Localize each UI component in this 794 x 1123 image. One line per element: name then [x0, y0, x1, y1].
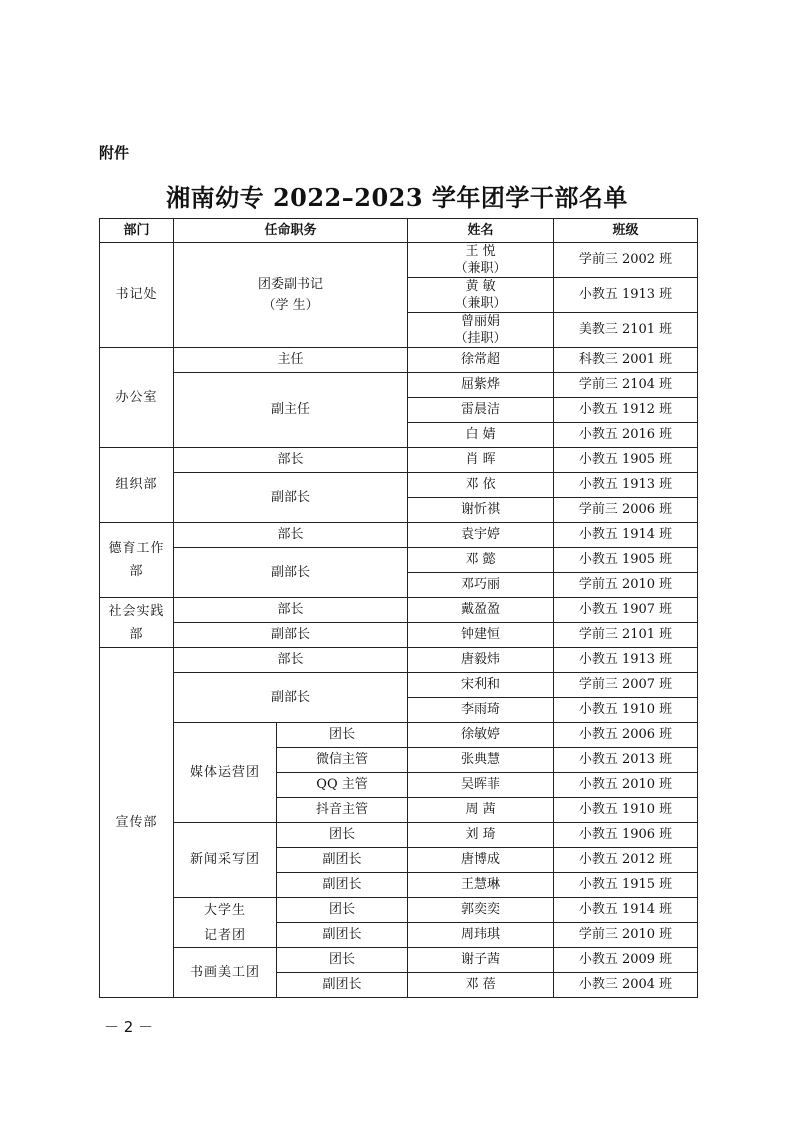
name-cell: 戴盈盈	[408, 598, 554, 623]
dept-line: 社会实践	[108, 603, 165, 619]
name-cell: 袁宇婷	[408, 523, 554, 548]
table-row	[100, 673, 698, 698]
table-row	[100, 648, 698, 673]
class-cell: 小教五 1913 班	[554, 278, 698, 313]
table-row	[100, 948, 698, 973]
dept-line: 德育工作	[108, 541, 165, 556]
name-cell: 谢子茜	[408, 948, 554, 973]
cadre-roster-table	[99, 218, 698, 998]
position-line: （学 生）	[262, 298, 319, 313]
position-cell: 副部长	[174, 548, 408, 598]
name-cell: 唐毅炜	[408, 648, 554, 673]
group-line: 大学生	[203, 902, 246, 918]
position-cell: 副部长	[174, 473, 408, 523]
role-cell: 团长	[277, 898, 408, 923]
position-cell	[174, 243, 408, 348]
group-cell	[174, 898, 277, 948]
class-cell: 学前三 2006 班	[554, 498, 698, 523]
name-note: （挂职）	[454, 331, 507, 346]
name-cell: 谢忻祺	[408, 498, 554, 523]
class-cell: 小教五 1907 班	[554, 598, 698, 623]
role-cell: QQ 主管	[277, 773, 408, 798]
class-cell: 小教五 1912 班	[554, 398, 698, 423]
class-cell: 学前三 2101 班	[554, 623, 698, 648]
name-cell: 周玮琪	[408, 923, 554, 948]
name-text: 王 悦	[465, 244, 496, 259]
position-cell: 部长	[174, 598, 408, 623]
name-cell: 刘 琦	[408, 823, 554, 848]
table-row	[100, 373, 698, 398]
class-cell: 小教五 2012 班	[554, 848, 698, 873]
class-cell: 学前三 2104 班	[554, 373, 698, 398]
name-cell	[408, 243, 554, 278]
position-cell: 副主任	[174, 373, 408, 448]
name-cell: 李雨琦	[408, 698, 554, 723]
role-cell: 团长	[277, 948, 408, 973]
table-row	[100, 243, 698, 278]
name-cell: 白 婧	[408, 423, 554, 448]
role-cell: 副团长	[277, 923, 408, 948]
role-cell: 副团长	[277, 873, 408, 898]
class-cell: 小教五 1913 班	[554, 473, 698, 498]
position-cell: 副部长	[174, 673, 408, 723]
table-row	[100, 348, 698, 373]
dept-cell: 组织部	[100, 448, 174, 523]
group-cell: 新闻采写团	[174, 823, 277, 898]
table-header-row	[100, 219, 698, 243]
table-row	[100, 723, 698, 748]
class-cell: 小教五 2009 班	[554, 948, 698, 973]
attachment-label: 附件	[99, 144, 130, 162]
position-cell: 部长	[174, 448, 408, 473]
table-row	[100, 598, 698, 623]
dept-cell: 办公室	[100, 348, 174, 448]
class-cell: 学前三 2007 班	[554, 673, 698, 698]
table-row	[100, 448, 698, 473]
role-cell: 团长	[277, 723, 408, 748]
group-line: 记者团	[203, 927, 246, 943]
name-cell: 邓 懿	[408, 548, 554, 573]
class-cell: 小教五 2006 班	[554, 723, 698, 748]
name-cell: 唐博成	[408, 848, 554, 873]
name-cell: 邓巧丽	[408, 573, 554, 598]
class-cell: 小教五 2013 班	[554, 748, 698, 773]
role-cell: 抖音主管	[277, 798, 408, 823]
position-line: 团委副书记	[258, 277, 324, 292]
name-cell	[408, 313, 554, 348]
dept-cell	[100, 598, 174, 648]
class-cell: 小教三 2004 班	[554, 973, 698, 998]
name-note: （兼职）	[454, 261, 507, 276]
dept-cell	[100, 523, 174, 598]
dept-line: 部	[129, 564, 144, 579]
class-cell: 学前五 2010 班	[554, 573, 698, 598]
name-text: 曾丽娟	[461, 314, 501, 329]
role-cell: 团长	[277, 823, 408, 848]
header-class: 班级	[554, 219, 698, 243]
class-cell: 小教五 2010 班	[554, 773, 698, 798]
name-cell	[408, 278, 554, 313]
name-cell: 雷晨洁	[408, 398, 554, 423]
table-row	[100, 898, 698, 923]
role-cell: 副团长	[277, 973, 408, 998]
position-cell: 副部长	[174, 623, 408, 648]
class-cell: 小教五 1905 班	[554, 448, 698, 473]
class-cell: 小教五 1914 班	[554, 898, 698, 923]
name-cell: 张典慧	[408, 748, 554, 773]
class-cell: 学前三 2002 班	[554, 243, 698, 278]
header-dept: 部门	[100, 219, 174, 243]
class-cell: 小教五 1910 班	[554, 698, 698, 723]
position-cell: 部长	[174, 523, 408, 548]
name-cell: 徐常超	[408, 348, 554, 373]
name-cell: 王慧琳	[408, 873, 554, 898]
class-cell: 小教五 1914 班	[554, 523, 698, 548]
name-cell: 肖 晖	[408, 448, 554, 473]
class-cell: 小教五 1905 班	[554, 548, 698, 573]
class-cell: 小教五 2016 班	[554, 423, 698, 448]
dept-cell: 宣传部	[100, 648, 174, 998]
name-cell: 吴晖菲	[408, 773, 554, 798]
table-row	[100, 548, 698, 573]
class-cell: 小教五 1915 班	[554, 873, 698, 898]
name-cell: 钟建恒	[408, 623, 554, 648]
table-row	[100, 523, 698, 548]
class-cell: 小教五 1906 班	[554, 823, 698, 848]
role-cell: 微信主管	[277, 748, 408, 773]
dept-cell: 书记处	[100, 243, 174, 348]
name-cell: 宋利和	[408, 673, 554, 698]
group-cell: 书画美工团	[174, 948, 277, 998]
class-cell: 美教三 2101 班	[554, 313, 698, 348]
class-cell: 小教五 1913 班	[554, 648, 698, 673]
role-cell: 副团长	[277, 848, 408, 873]
header-position: 任命职务	[174, 219, 408, 243]
group-cell: 媒体运营团	[174, 723, 277, 823]
name-cell: 徐敏婷	[408, 723, 554, 748]
position-cell: 部长	[174, 648, 408, 673]
dept-line: 部	[129, 626, 144, 642]
class-cell: 学前三 2010 班	[554, 923, 698, 948]
name-cell: 邓 依	[408, 473, 554, 498]
name-cell: 屈紫烨	[408, 373, 554, 398]
table-row	[100, 473, 698, 498]
position-cell: 主任	[174, 348, 408, 373]
name-note: （兼职）	[454, 296, 507, 311]
header-name: 姓名	[408, 219, 554, 243]
table-row	[100, 623, 698, 648]
document-title: 湘南幼专 2022–2023 学年团学干部名单	[166, 183, 628, 212]
name-cell: 邓 蓓	[408, 973, 554, 998]
class-cell: 小教五 1910 班	[554, 798, 698, 823]
name-cell: 周 茜	[408, 798, 554, 823]
name-cell: 郭奕奕	[408, 898, 554, 923]
table-row	[100, 823, 698, 848]
class-cell: 科教三 2001 班	[554, 348, 698, 373]
name-text: 黄 敏	[465, 279, 496, 294]
page-number: － 2 －	[104, 1018, 154, 1036]
